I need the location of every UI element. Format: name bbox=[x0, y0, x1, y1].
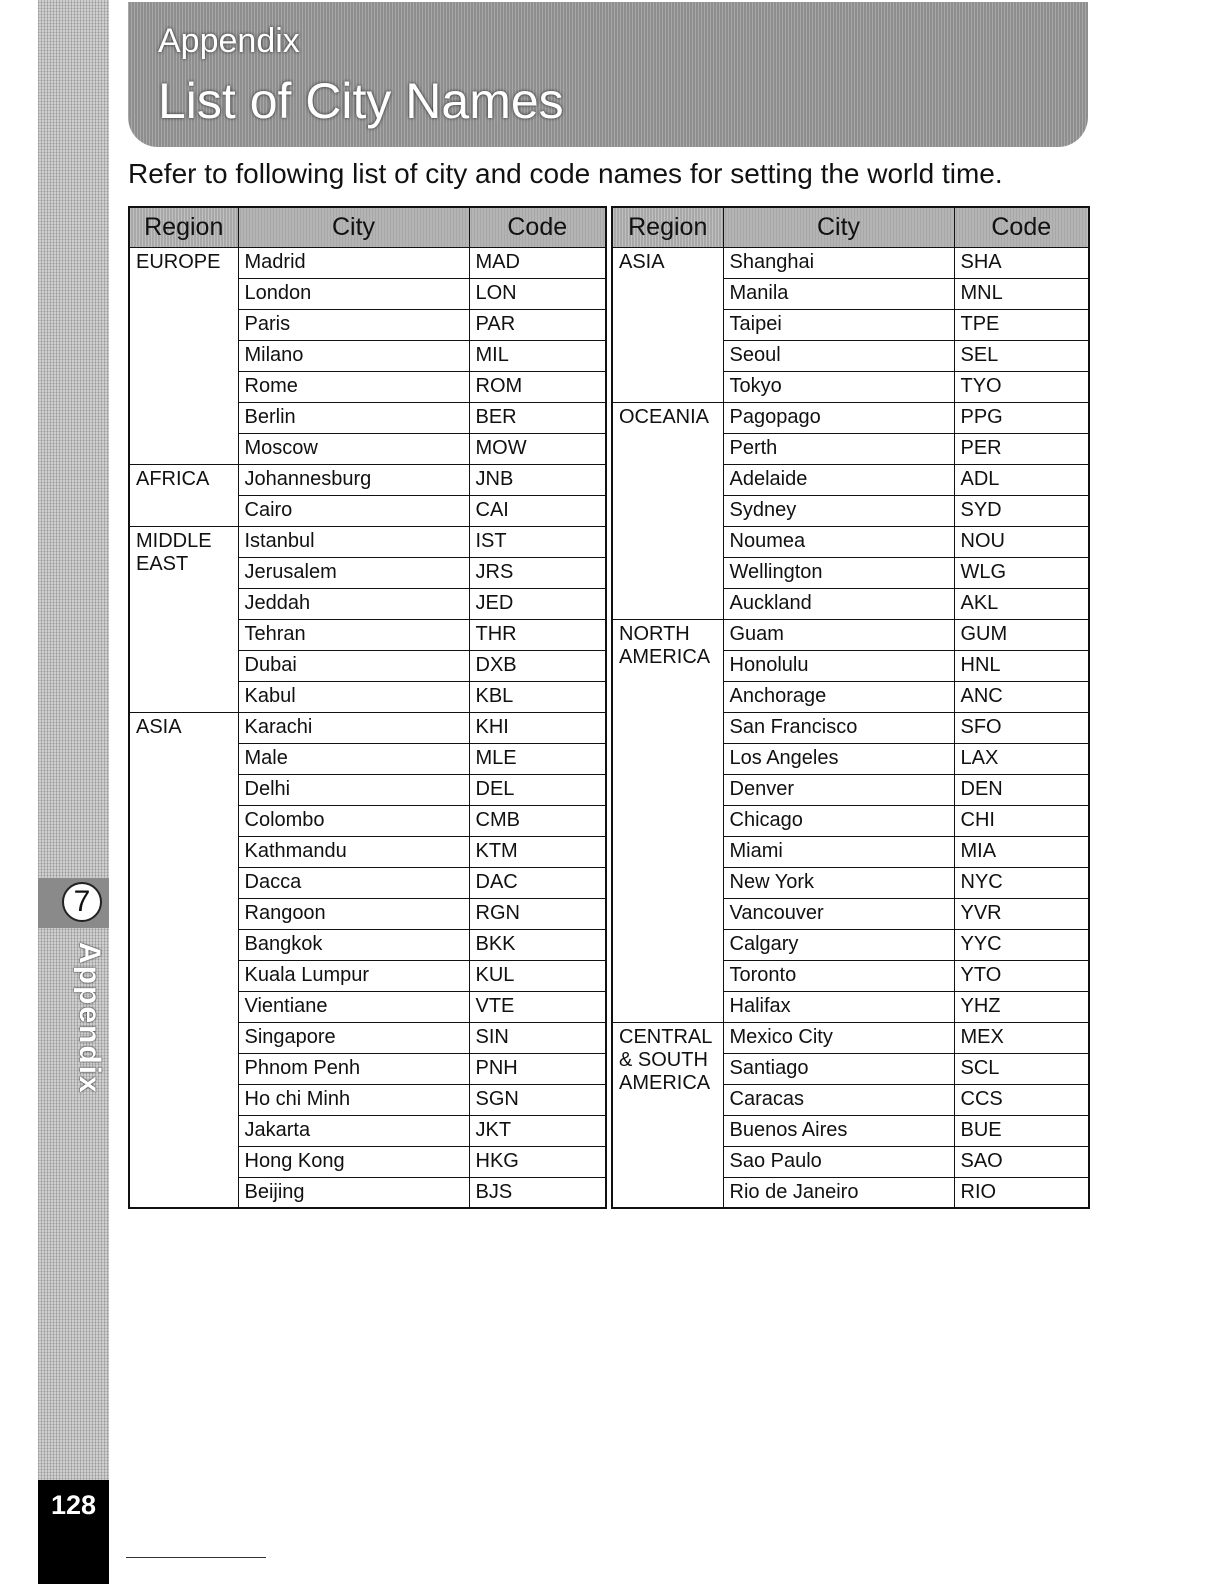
city-cell: Sydney bbox=[723, 495, 954, 526]
footnote-rule bbox=[126, 1557, 266, 1558]
city-cell: Kathmandu bbox=[238, 836, 469, 867]
city-cell: Denver bbox=[723, 774, 954, 805]
city-cell: Guam bbox=[723, 619, 954, 650]
table-row bbox=[129, 247, 606, 278]
city-cell: Dacca bbox=[238, 867, 469, 898]
code-cell: HNL bbox=[954, 650, 1089, 681]
city-table-right bbox=[611, 206, 1090, 1209]
code-cell: SEL bbox=[954, 340, 1089, 371]
code-cell: DEL bbox=[469, 774, 606, 805]
city-cell: Taipei bbox=[723, 309, 954, 340]
code-cell: SHA bbox=[954, 247, 1089, 278]
city-table-left bbox=[128, 206, 607, 1209]
city-cell: Berlin bbox=[238, 402, 469, 433]
city-cell: Moscow bbox=[238, 433, 469, 464]
code-cell: JRS bbox=[469, 557, 606, 588]
city-cell: Honolulu bbox=[723, 650, 954, 681]
code-cell: NOU bbox=[954, 526, 1089, 557]
city-cell: Buenos Aires bbox=[723, 1115, 954, 1146]
code-cell: MAD bbox=[469, 247, 606, 278]
code-cell: NYC bbox=[954, 867, 1089, 898]
city-cell: Los Angeles bbox=[723, 743, 954, 774]
code-cell: LON bbox=[469, 278, 606, 309]
code-cell: IST bbox=[469, 526, 606, 557]
code-cell: SYD bbox=[954, 495, 1089, 526]
city-cell: Toronto bbox=[723, 960, 954, 991]
chapter-label: Appendix bbox=[73, 942, 106, 1095]
code-cell: MOW bbox=[469, 433, 606, 464]
code-cell: YYC bbox=[954, 929, 1089, 960]
code-cell: KUL bbox=[469, 960, 606, 991]
city-cell: Perth bbox=[723, 433, 954, 464]
page-title: List of City Names bbox=[158, 73, 564, 129]
code-cell: YHZ bbox=[954, 991, 1089, 1022]
code-cell: BJS bbox=[469, 1177, 606, 1208]
city-cell: Male bbox=[238, 743, 469, 774]
city-cell: Kabul bbox=[238, 681, 469, 712]
header-city: City bbox=[238, 207, 469, 247]
header-code: Code bbox=[954, 207, 1089, 247]
city-cell: Rome bbox=[238, 371, 469, 402]
city-cell: London bbox=[238, 278, 469, 309]
code-cell: SAO bbox=[954, 1146, 1089, 1177]
code-cell: ANC bbox=[954, 681, 1089, 712]
header-region: Region bbox=[129, 207, 238, 247]
code-cell: MLE bbox=[469, 743, 606, 774]
code-cell: KBL bbox=[469, 681, 606, 712]
city-cell: Shanghai bbox=[723, 247, 954, 278]
table-row bbox=[612, 619, 1089, 650]
code-cell: MNL bbox=[954, 278, 1089, 309]
code-cell: THR bbox=[469, 619, 606, 650]
city-cell: Karachi bbox=[238, 712, 469, 743]
city-cell: Jerusalem bbox=[238, 557, 469, 588]
city-cell: Jakarta bbox=[238, 1115, 469, 1146]
code-cell: RIO bbox=[954, 1177, 1089, 1208]
intro-text: Refer to following list of city and code names for setting the world time. bbox=[128, 158, 1003, 189]
code-cell: JNB bbox=[469, 464, 606, 495]
table-row bbox=[129, 464, 606, 495]
code-cell: CAI bbox=[469, 495, 606, 526]
city-cell: Tokyo bbox=[723, 371, 954, 402]
region-cell: MIDDLE EAST bbox=[129, 526, 238, 712]
region-cell: EUROPE bbox=[129, 247, 238, 464]
code-cell: BER bbox=[469, 402, 606, 433]
city-cell: Johannesburg bbox=[238, 464, 469, 495]
code-cell: PAR bbox=[469, 309, 606, 340]
city-cell: Auckland bbox=[723, 588, 954, 619]
city-cell: Manila bbox=[723, 278, 954, 309]
page-number: 128 bbox=[50, 1490, 97, 1520]
code-cell: CMB bbox=[469, 805, 606, 836]
city-cell: Seoul bbox=[723, 340, 954, 371]
city-cell: Vientiane bbox=[238, 991, 469, 1022]
city-cell: Anchorage bbox=[723, 681, 954, 712]
code-cell: YTO bbox=[954, 960, 1089, 991]
city-cell: Beijing bbox=[238, 1177, 469, 1208]
city-cell: Ho chi Minh bbox=[238, 1084, 469, 1115]
city-cell: Singapore bbox=[238, 1022, 469, 1053]
code-cell: WLG bbox=[954, 557, 1089, 588]
region-cell: ASIA bbox=[612, 247, 723, 402]
city-cell: Colombo bbox=[238, 805, 469, 836]
city-cell: Tehran bbox=[238, 619, 469, 650]
code-cell: JED bbox=[469, 588, 606, 619]
region-cell: OCEANIA bbox=[612, 402, 723, 619]
code-cell: DEN bbox=[954, 774, 1089, 805]
code-cell: CCS bbox=[954, 1084, 1089, 1115]
city-cell: Vancouver bbox=[723, 898, 954, 929]
code-cell: SCL bbox=[954, 1053, 1089, 1084]
code-cell: ROM bbox=[469, 371, 606, 402]
code-cell: VTE bbox=[469, 991, 606, 1022]
header-code: Code bbox=[469, 207, 606, 247]
code-cell: DAC bbox=[469, 867, 606, 898]
city-cell: Cairo bbox=[238, 495, 469, 526]
city-cell: Mexico City bbox=[723, 1022, 954, 1053]
city-cell: Milano bbox=[238, 340, 469, 371]
region-cell: CENTRAL & SOUTH AMERICA bbox=[612, 1022, 723, 1208]
city-cell: Kuala Lumpur bbox=[238, 960, 469, 991]
city-cell: Paris bbox=[238, 309, 469, 340]
city-cell: Bangkok bbox=[238, 929, 469, 960]
code-cell: PPG bbox=[954, 402, 1089, 433]
code-cell: TYO bbox=[954, 371, 1089, 402]
city-cell: Madrid bbox=[238, 247, 469, 278]
city-cell: New York bbox=[723, 867, 954, 898]
code-cell: KHI bbox=[469, 712, 606, 743]
city-cell: Rangoon bbox=[238, 898, 469, 929]
table-row bbox=[612, 1022, 1089, 1053]
code-cell: CHI bbox=[954, 805, 1089, 836]
code-cell: RGN bbox=[469, 898, 606, 929]
code-cell: ADL bbox=[954, 464, 1089, 495]
city-cell: Halifax bbox=[723, 991, 954, 1022]
section-subtitle: Appendix bbox=[158, 22, 300, 60]
code-cell: YVR bbox=[954, 898, 1089, 929]
code-cell: BKK bbox=[469, 929, 606, 960]
city-cell: Dubai bbox=[238, 650, 469, 681]
city-cell: Rio de Janeiro bbox=[723, 1177, 954, 1208]
code-cell: MEX bbox=[954, 1022, 1089, 1053]
chapter-sidebar bbox=[38, 0, 109, 1584]
code-cell: PER bbox=[954, 433, 1089, 464]
table-row bbox=[612, 402, 1089, 433]
city-cell: Pagopago bbox=[723, 402, 954, 433]
code-cell: KTM bbox=[469, 836, 606, 867]
code-cell: DXB bbox=[469, 650, 606, 681]
code-cell: JKT bbox=[469, 1115, 606, 1146]
code-cell: MIA bbox=[954, 836, 1089, 867]
city-cell: Calgary bbox=[723, 929, 954, 960]
city-cell: Wellington bbox=[723, 557, 954, 588]
region-cell: ASIA bbox=[129, 712, 238, 1208]
code-cell: LAX bbox=[954, 743, 1089, 774]
code-cell: SGN bbox=[469, 1084, 606, 1115]
table-header-row bbox=[129, 207, 606, 247]
table-row bbox=[129, 712, 606, 743]
city-cell: Sao Paulo bbox=[723, 1146, 954, 1177]
code-cell: SIN bbox=[469, 1022, 606, 1053]
header-region: Region bbox=[612, 207, 723, 247]
city-cell: Chicago bbox=[723, 805, 954, 836]
city-cell: Santiago bbox=[723, 1053, 954, 1084]
table-row bbox=[612, 247, 1089, 278]
city-cell: Adelaide bbox=[723, 464, 954, 495]
city-cell: Noumea bbox=[723, 526, 954, 557]
header-city: City bbox=[723, 207, 954, 247]
city-cell: Delhi bbox=[238, 774, 469, 805]
city-cell: Jeddah bbox=[238, 588, 469, 619]
city-cell: Caracas bbox=[723, 1084, 954, 1115]
city-cell: Phnom Penh bbox=[238, 1053, 469, 1084]
code-cell: TPE bbox=[954, 309, 1089, 340]
code-cell: BUE bbox=[954, 1115, 1089, 1146]
code-cell: HKG bbox=[469, 1146, 606, 1177]
code-cell: SFO bbox=[954, 712, 1089, 743]
city-cell: San Francisco bbox=[723, 712, 954, 743]
city-cell: Istanbul bbox=[238, 526, 469, 557]
city-cell: Hong Kong bbox=[238, 1146, 469, 1177]
table-row bbox=[129, 526, 606, 557]
code-cell: AKL bbox=[954, 588, 1089, 619]
code-cell: PNH bbox=[469, 1053, 606, 1084]
chapter-number: 7 bbox=[62, 882, 102, 922]
city-cell: Miami bbox=[723, 836, 954, 867]
region-cell: AFRICA bbox=[129, 464, 238, 526]
region-cell: NORTH AMERICA bbox=[612, 619, 723, 1022]
code-cell: MIL bbox=[469, 340, 606, 371]
code-cell: GUM bbox=[954, 619, 1089, 650]
table-header-row bbox=[612, 207, 1089, 247]
